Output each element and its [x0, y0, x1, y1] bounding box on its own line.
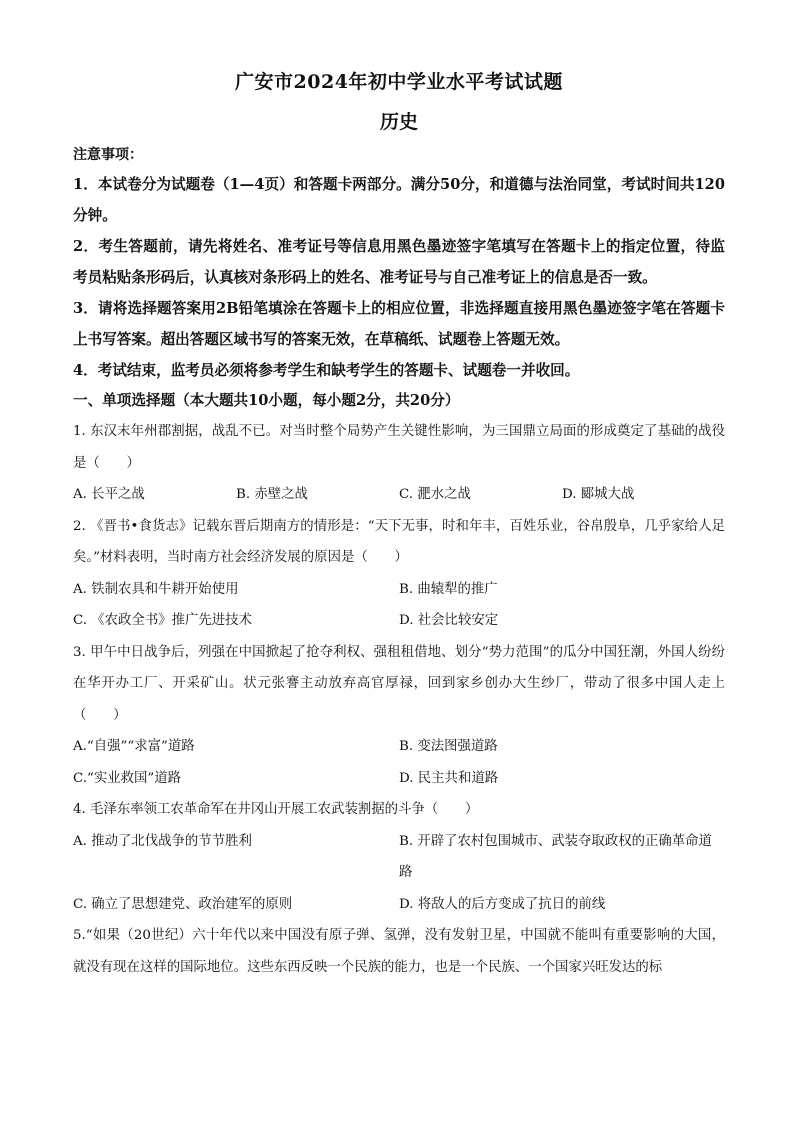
notice-item: 4．考试结束，监考员必须将参考学生和缺考学生的答题卡、试题卷一并收回。 [73, 362, 580, 379]
question-stem: 2. 《晋书•食货志》记载东晋后期南方的情形是：“天下无事，时和年丰，百姓乐业，谷帛殷阜，几乎家给人足矣。”材料表明，当时南方社会经济发展的原因是（ ） [73, 518, 725, 565]
option-c: C. 《农政全书》推广先进技术 [73, 613, 252, 628]
question-stem: 1. 东汉末年州郡割据，战乱不已。对当时整个局势产生关键性影响，为三国鼎立局面的形成奠定了基础的战役是（ ） [73, 424, 725, 471]
section-heading: 一、单项选择题（本大题共10小题，每小题2分，共20分） [73, 392, 460, 409]
option-row [73, 479, 725, 511]
option-b: B. 赤壁之战 [236, 487, 308, 502]
option-d: D. 社会比较安定 [399, 613, 499, 628]
question-stem: 4. 毛泽东率领工农革命军在井冈山开展工农武装割据的斗争（ ） [73, 802, 479, 817]
option-b: B. 开辟了农村包围城市、武装夺取政权的正确革命道路 [399, 833, 712, 880]
subject-title: 历史 [379, 111, 418, 133]
option-row [73, 731, 725, 794]
notice-item: 2．考生答题前，请先将姓名、准考证号等信息用黑色墨迹签字笔填写在答题卡上的指定位置，待监考员粘贴条形码后，认真核对条形码上的姓名、准考证号与自己准考证上的信息是否一致。 [73, 238, 725, 286]
option-c: C. 确立了思想建党、政治建军的原则 [73, 896, 293, 912]
question-stem: 3. 甲午中日战争后，列强在中国掀起了抢夺利权、强租租借地、划分“势力范围”的瓜分中国狂潮，外国人纷纷在华开办工厂、开采矿山。状元张謇主动放弃高官厚禄，回到家乡创办大生纱厂，带动了很多中国人走上（ ） [73, 644, 725, 723]
option-b: B. 变法图强道路 [399, 739, 498, 754]
option-b: B. 曲辕犁的推广 [399, 581, 498, 597]
option-c: C. 淝水之战 [399, 487, 471, 502]
exam-title: 广安市2024年初中学业水平考试试题 [235, 71, 563, 93]
notice-item: 3．请将选择题答案用2B铅笔填涂在答题卡上的相应位置，非选择题直接用黑色墨迹签字笔在答题卡上书写答案。超出答题区域书写的答案无效，在草稿纸、试题卷上答题无效。 [73, 300, 725, 348]
option-row [73, 826, 725, 921]
option-a: A. 铁制农具和牛耕开始使用 [73, 581, 239, 597]
option-row [73, 574, 725, 637]
notice-heading: 注意事项： [73, 147, 143, 163]
option-c: C.“实业救国”道路 [73, 770, 182, 786]
exam-page [73, 68, 725, 983]
option-d: D. 将敌人的后方变成了抗日的前线 [399, 896, 606, 912]
option-a: A. 推动了北伐战争的节节胜利 [73, 833, 252, 849]
question-stem: 5.“如果（20世纪）六十年代以来中国没有原子弹、氢弹，没有发射卫星，中国就不能叫有重要影响的大国，就没有现在这样的国际地位。这些东西反映一个民族的能力，也是一个民族、一个国家兴旺发达的标 [73, 928, 725, 975]
option-d: D. 民主共和道路 [399, 770, 499, 786]
notice-item: 1．本试卷分为试题卷（1—4页）和答题卡两部分。满分50分，和道德与法治同堂，考试时间共120分钟。 [73, 176, 725, 224]
option-a: A. 长平之战 [73, 487, 145, 502]
option-a: A.“自强”“求富”道路 [73, 739, 195, 754]
option-d: D. 郾城大战 [562, 487, 635, 502]
